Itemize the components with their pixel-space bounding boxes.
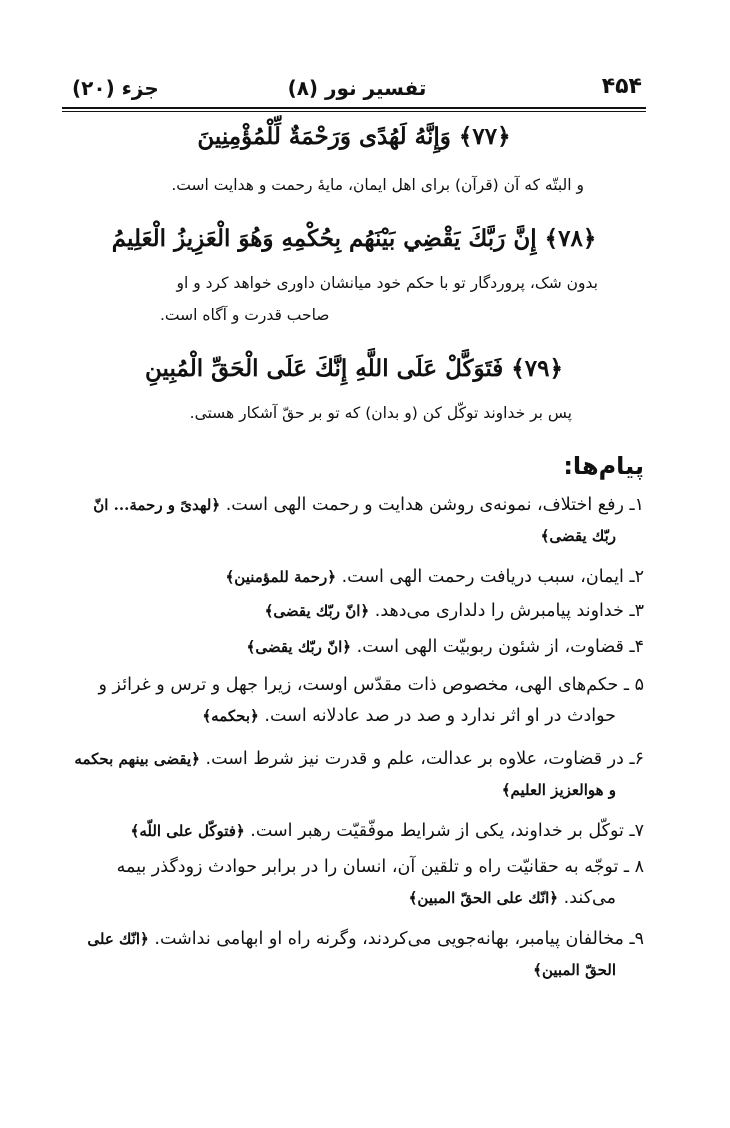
message-reference: و هوالعزیز العلیم﴾ [501, 781, 616, 799]
message-reference: الحقّ المبین﴾ [533, 961, 616, 979]
message-reference: ﴿انّك علی الحقّ المبین﴾ [408, 889, 559, 907]
page-number: ۴۵۴ [601, 74, 642, 99]
message-reference: ﴿فتوکّل علی اللّه﴾ [130, 822, 245, 840]
message-reference: ﴿انّ ربّك یقضی﴾ [246, 638, 352, 656]
message-text: ۳ـ خداوند پیامبرش را دلداری می‌دهد. [374, 601, 644, 621]
book-title: تفسیر نور (۸) [287, 76, 427, 100]
juz-label: جزء (۲۰) [72, 76, 159, 100]
message-reference: ربّك یقضی﴾ [540, 527, 616, 545]
verse-77-arabic: ﴿۷۷﴾ وَإِنَّهُ لَهُدًى وَرَحْمَةٌ لِّلْمُؤْمِنِينَ [197, 123, 511, 150]
message-text: ۴ـ قضاوت، از شئون ربوبیّت الهی است. [356, 637, 644, 657]
message-7 [60, 816, 644, 847]
messages-heading: پیام‌ها: [563, 452, 644, 480]
page-header [72, 74, 642, 106]
message-text: ۸ ـ توجّه به حقانیّت راه و تلقین آن، انسان را در برابر حوادث زودگذر بیمه [116, 857, 644, 877]
verse-79-translation: پس بر خداوند توکّل کن (و بدان) که تو بر حقّ آشکار هستی. [189, 404, 572, 422]
message-2 [60, 562, 644, 593]
message-text: ۷ـ توکّل بر خداوند، یکی از شرایط موفّقیّت رهبر است. [250, 821, 644, 841]
message-text: حوادث در او اثر ندارد و صد در صد عادلانه است. [264, 706, 616, 726]
message-3 [60, 596, 644, 627]
message-reference: ﴿یقضی بینهم بحکمه [74, 750, 200, 768]
message-9 [60, 924, 644, 986]
message-text: ۵ ـ حکم‌های الهی، مخصوص ذات مقدّس اوست، زیرا جهل و ترس و غرائز و [98, 675, 644, 695]
verse-79-arabic: ﴿۷۹﴾ فَتَوَكَّلْ عَلَى اللَّهِ إِنَّكَ عَلَى الْحَقِّ الْمُبِينِ [145, 355, 563, 382]
message-reference: ﴿انّ ربّك یقضی﴾ [264, 602, 370, 620]
verse-78-arabic: ﴿۷۸﴾ إِنَّ رَبَّكَ يَقْضِي بَيْنَهُم بِحُكْمِهِ وَهُوَ الْعَزِيزُ الْعَلِيمُ [111, 225, 597, 252]
message-text: ۶ـ در قضاوت، علاوه بر عدالت، علم و قدرت نیز شرط است. [205, 749, 644, 769]
message-text: ۹ـ مخالفان پیامبر، بهانه‌جویی می‌کردند، وگرنه راه او ابهامی نداشت. [154, 929, 644, 949]
message-reference: ﴿بحکمه﴾ [202, 707, 259, 725]
message-4 [60, 632, 644, 663]
verse-78-translation-line1: بدون شک، پروردگار تو با حکم خود میانشان داوری خواهد کرد و او [176, 274, 598, 292]
message-6 [60, 744, 644, 806]
message-1 [60, 490, 644, 552]
message-reference: ﴿لهدیً و رحمة... انّ [93, 496, 221, 514]
message-text: ۱ـ رفع اختلاف، نمونه‌ی روشن هدایت و رحمت الهی است. [225, 495, 644, 515]
message-8 [60, 852, 644, 914]
message-text: می‌کند. [563, 888, 616, 908]
header-rule [62, 107, 646, 112]
message-reference: ﴿انّك علی [87, 930, 149, 948]
verse-77-translation: و البتّه که آن (قرآن) برای اهل ایمان، مایهٔ رحمت و هدایت است. [171, 176, 584, 194]
verse-78-translation-line2: صاحب قدرت و آگاه است. [160, 306, 330, 324]
message-text: ۲ـ ایمان، سبب دریافت رحمت الهی است. [341, 567, 644, 587]
message-reference: ﴿رحمة للمؤمنین﴾ [225, 568, 337, 586]
message-5 [60, 670, 644, 732]
